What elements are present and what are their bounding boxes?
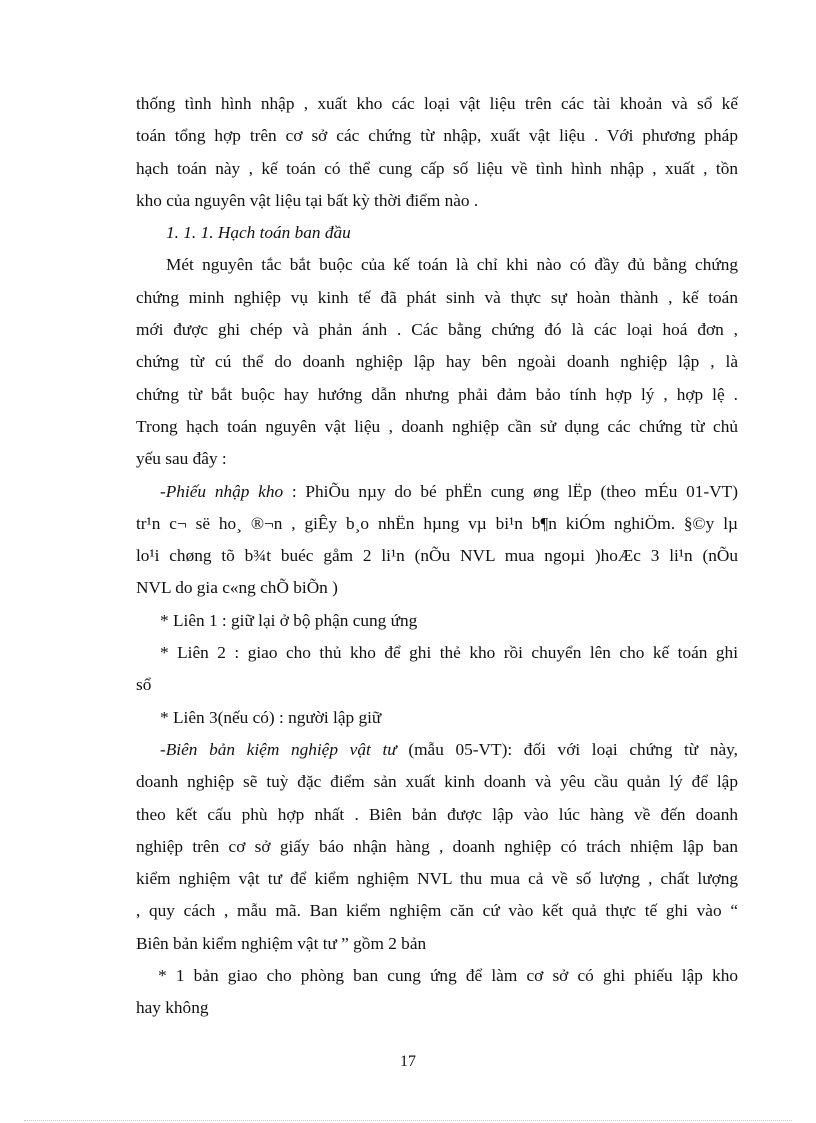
text-line: yếu sau đây : xyxy=(136,449,227,469)
text-line: kho của nguyên vật liệu tại bất kỳ thời điểm nào . xyxy=(136,190,479,210)
text-line: * Liên 1 : giữ lại ở bộ phận cung ứng xyxy=(160,610,418,630)
text-line: * Liên 2 : giao cho thủ kho để ghi thẻ kho rồi chuyển lên cho kế toán ghi xyxy=(160,643,738,663)
text-line: chứng từ bắt buộc hay hướng dẫn nhưng phải đảm bảo tính hợp lý , hợp lệ . xyxy=(136,384,738,404)
text-line: * 1 bản giao cho phòng ban cung ứng để làm cơ sở có ghi phiếu lập kho xyxy=(158,966,738,986)
text-line: sổ xyxy=(136,675,152,695)
page-divider xyxy=(24,1120,792,1121)
text-line: kiểm nghiệm vật tư để kiểm nghiệm NVL thu mua cả về số lượng , chất lượng xyxy=(136,869,738,889)
text-line: Mét nguyên tắc bắt buộc của kế toán là chỉ khi nào có đầy đủ bằng chứng xyxy=(166,255,738,275)
text-line: hay không xyxy=(136,998,209,1018)
text-line: NVL do gia c«ng chÕ biÕn ) xyxy=(136,578,338,598)
text-line: theo kết cấu phù hợp nhất . Biên bản được lập vào lúc hàng về đến doanh xyxy=(136,804,738,824)
text-line: tr¹n c¬ së ho¸ ®¬n , giÊy b¸o nhËn hµng vµ bi¹n b¶n kiÓm nghiÖm. §©y lµ xyxy=(136,513,738,533)
text-line: doanh nghiệp sẽ tuỳ đặc điểm sản xuất kinh doanh và yêu cầu quản lý để lập xyxy=(136,772,738,792)
document-name: -Biên bản kiệm nghiệp vật tư xyxy=(160,739,397,759)
text-line: -Phiếu nhập kho : PhiÕu nµy do bé phËn cung øng lËp (theo mÉu 01-VT) xyxy=(160,481,738,501)
page-number: 17 xyxy=(400,1053,416,1070)
text-line: * Liên 3(nếu có) : người lập giữ xyxy=(160,707,382,727)
text-line: mới được ghi chép và phản ánh . Các bằng chứng đó là các loại hoá đơn , xyxy=(136,320,738,340)
text-line: thống tình hình nhập , xuất kho các loại vật liệu trên các tài khoản và sổ kế xyxy=(136,94,738,113)
text-line: , quy cách , mẫu mã. Ban kiểm nghiệm căn cứ vào kết quả thực tế ghi vào “ xyxy=(136,901,738,921)
text-line: hạch toán này , kế toán có thể cung cấp số liệu về tình hình nhập , xuất , tồn xyxy=(136,158,738,178)
text-line: lo¹i chøng tõ b¾t buéc gåm 2 li¹n (nÕu NVL mua ngoµi )hoÆc 3 li¹n (nÕu xyxy=(136,546,738,566)
document-page xyxy=(136,88,738,1025)
text-line: toán tổng hợp trên cơ sở các chứng từ nhập, xuất vật liệu . Với phương pháp xyxy=(136,126,738,146)
text-line: Trong hạch toán nguyên vật liệu , doanh nghiệp cần sử dụng các chứng từ chủ xyxy=(136,416,738,436)
document-name: -Phiếu nhập kho xyxy=(160,481,284,501)
text-line: nghiệp trên cơ sở giấy báo nhận hàng , doanh nghiệp có trách nhiệm lập ban xyxy=(136,836,738,856)
text-line: Biên bản kiểm nghiệm vật tư ” gồm 2 bản xyxy=(136,933,427,953)
text-line: chứng từ cú thể do doanh nghiệp lập hay bên ngoài doanh nghiệp lập , là xyxy=(136,352,738,372)
text-line: chứng minh nghiệp vụ kinh tế đã phát sinh và thực sự hoàn thành , kế toán xyxy=(136,287,738,307)
text-line: -Biên bản kiệm nghiệp vật tư (mẫu 05-VT): đối với loại chứng từ này, xyxy=(160,739,738,759)
section-heading: 1. 1. 1. Hạch toán ban đầu xyxy=(166,223,351,243)
